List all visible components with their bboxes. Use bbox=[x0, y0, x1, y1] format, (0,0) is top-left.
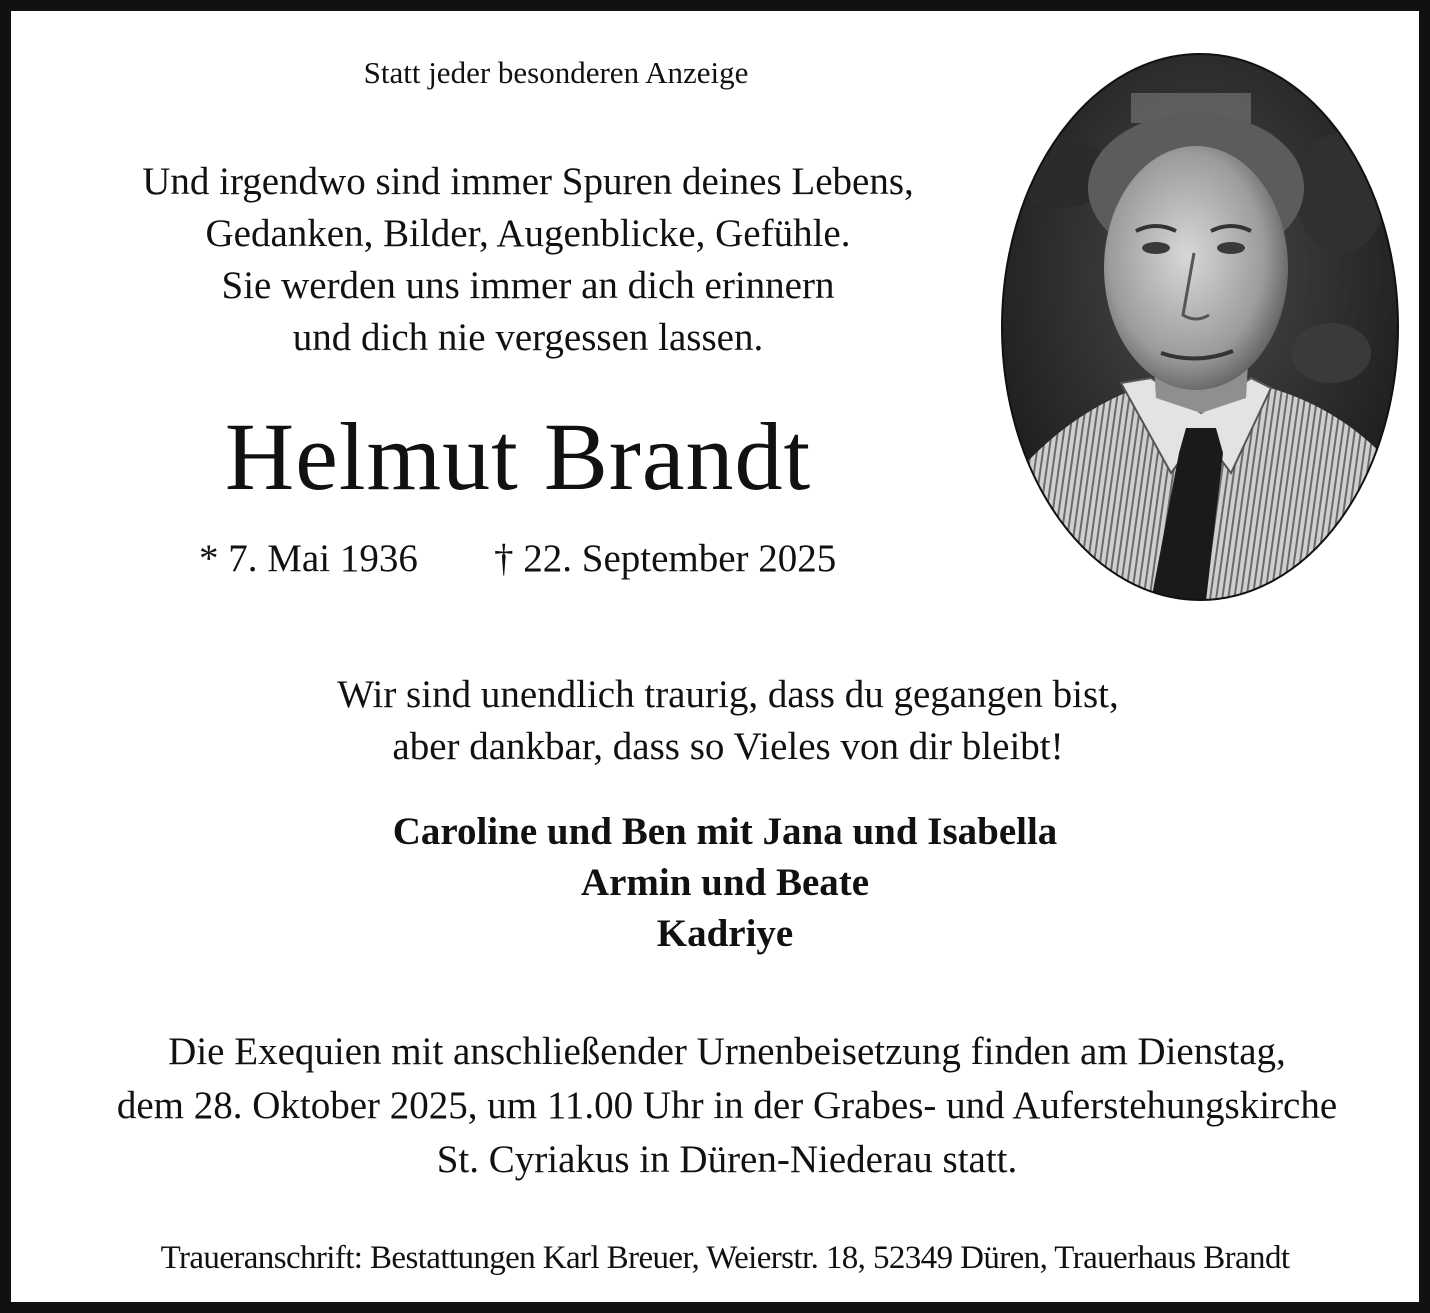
poem-line: Und irgendwo sind immer Spuren deines Lebens, bbox=[142, 160, 914, 203]
service-details bbox=[117, 1025, 1337, 1187]
service-line: St. Cyriakus in Düren-Niederau statt. bbox=[436, 1138, 1018, 1181]
header-note: Statt jeder besonderen Anzeige bbox=[363, 55, 749, 90]
deceased-name: Helmut Brandt bbox=[224, 403, 812, 510]
farewell-text bbox=[337, 669, 1119, 773]
poem-line: und dich nie vergessen lassen. bbox=[292, 316, 764, 359]
service-line: dem 28. Oktober 2025, um 11.00 Uhr in der Grabes- und Auferstehungskirche bbox=[116, 1084, 1338, 1127]
farewell-line: Wir sind unendlich traurig, dass du gegangen bist, bbox=[337, 673, 1119, 716]
farewell-line: aber dankbar, dass so Vieles von dir bleibt! bbox=[392, 725, 1064, 768]
portrait-photo bbox=[1001, 53, 1399, 601]
death-date: † 22. September 2025 bbox=[494, 537, 837, 580]
service-line: Die Exequien mit anschließender Urnenbeisetzung finden am Dienstag, bbox=[168, 1030, 1286, 1073]
mourners-list bbox=[393, 806, 1058, 959]
birth-date: * 7. Mai 1936 bbox=[199, 537, 418, 580]
mourner-line: Armin und Beate bbox=[580, 861, 870, 904]
mourner-line: Caroline und Ben mit Jana und Isabella bbox=[392, 810, 1058, 853]
mourner-line: Kadriye bbox=[656, 912, 794, 955]
poem-line: Sie werden uns immer an dich erinnern bbox=[221, 264, 835, 307]
mourning-address: Traueranschrift: Bestattungen Karl Breuer, Weierstr. 18, 52349 Düren, Trauerhaus Brandt bbox=[160, 1240, 1290, 1276]
poem bbox=[142, 156, 914, 364]
poem-line: Gedanken, Bilder, Augenblicke, Gefühle. bbox=[205, 212, 851, 255]
